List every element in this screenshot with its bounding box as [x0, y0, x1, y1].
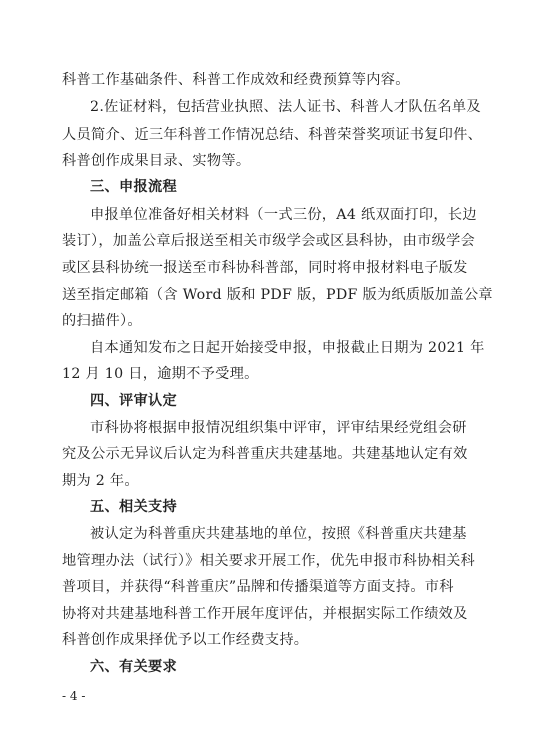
- text-line: 或区县科协统一报送至市科协科普部，同时将申报材料电子版发: [62, 260, 468, 276]
- text-line: 人员简介、近三年科普工作情况总结、科普荣誉奖项证书复印件、: [62, 127, 483, 143]
- text-line: 科普创作成果目录、实物等。: [62, 153, 251, 169]
- section-heading: 六、有关要求: [90, 659, 177, 675]
- text-line: 期为 2 年。: [62, 473, 139, 489]
- page-number: - 4 -: [62, 689, 86, 703]
- text-line: 市科协将根据申报情况组织集中评审，评审结果经党组会研: [90, 420, 467, 436]
- text-line: 究及公示无异议后认定为科普重庆共建基地。共建基地认定有效: [62, 446, 468, 462]
- text-line: 申报单位准备好相关材料（一式三份，A4 纸双面打印，长边: [90, 207, 477, 223]
- section-heading: 四、评审认定: [90, 393, 177, 409]
- section-heading: 三、申报流程: [90, 179, 177, 195]
- text-line: 被认定为科普重庆共建基地的单位，按照《科普重庆共建基: [90, 526, 467, 542]
- text-line: 普项目，并获得“科普重庆”品牌和传播渠道等方面支持。市科: [62, 579, 454, 595]
- text-line: 2.佐证材料，包括营业执照、法人证书、科普人才队伍名单及: [90, 99, 481, 115]
- text-line: 12 月 10 日，逾期不予受理。: [62, 366, 259, 382]
- text-line: 装订），加盖公章后报送至相关市级学会或区县科协，由市级学会: [62, 233, 476, 249]
- text-line: 科普创作成果择优予以工作经费支持。: [62, 632, 309, 648]
- text-line: 自本通知发布之日起开始接受申报，申报截止日期为 2021 年: [90, 340, 485, 356]
- text-line: 地管理办法（试行）》相关要求开展工作，优先申报市科协相关科: [62, 553, 476, 569]
- text-line: 科普工作基础条件、科普工作成效和经费预算等内容。: [62, 72, 410, 88]
- section-heading: 五、相关支持: [90, 499, 177, 515]
- text-line: 协将对共建基地科普工作开展年度评估，并根据实际工作绩效及: [62, 606, 468, 622]
- text-line: 送至指定邮箱（含 Word 版和 PDF 版，PDF 版为纸质版加盖公章: [62, 287, 493, 303]
- text-line: 的扫描件）。: [62, 313, 142, 329]
